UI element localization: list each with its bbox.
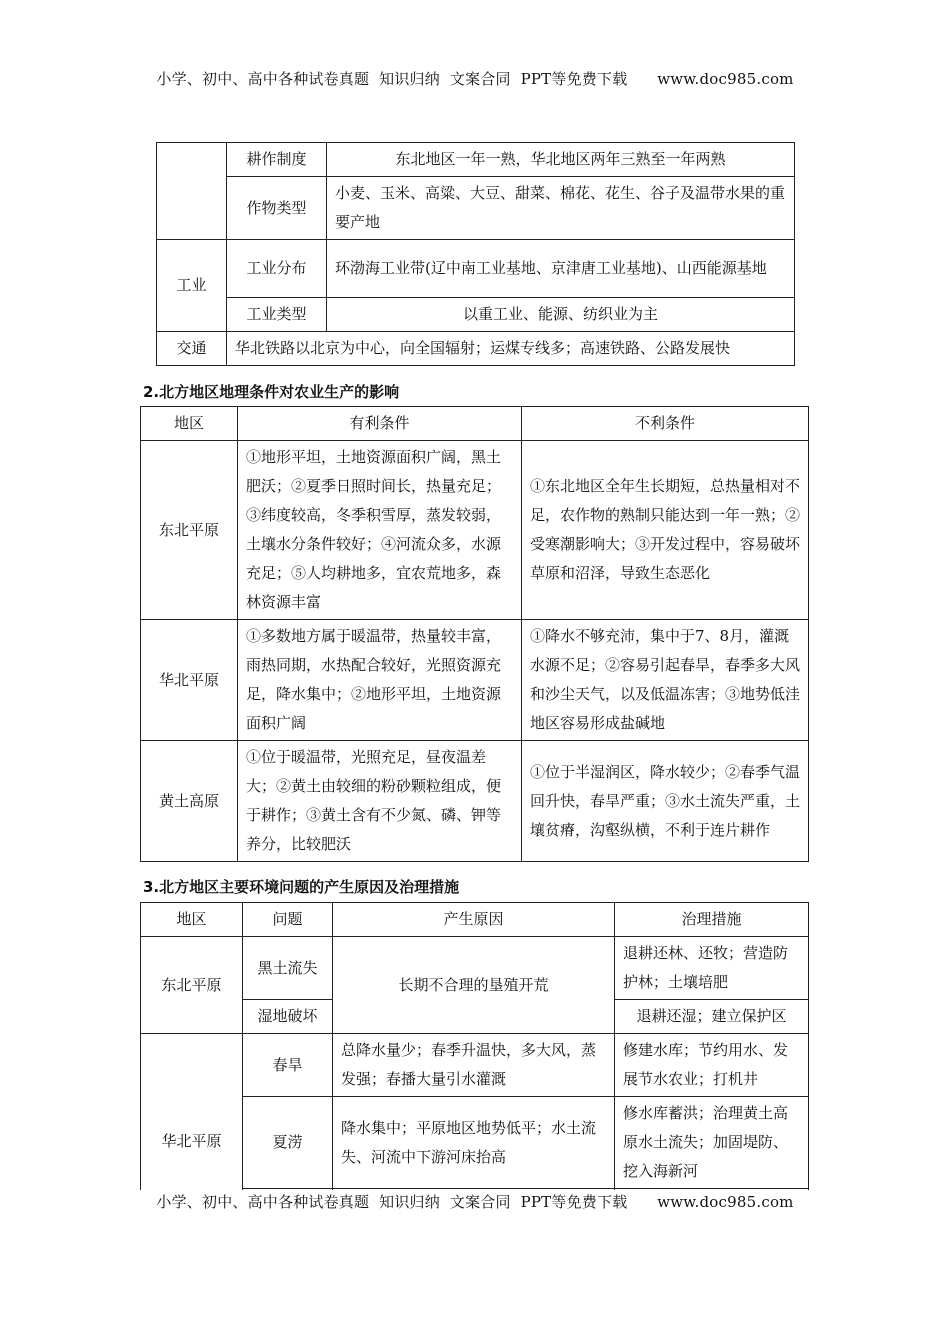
content-cell: 东北地区一年一熟，华北地区两年三熟至一年两熟 <box>327 143 795 177</box>
region-cell: 华北平原 <box>141 620 238 741</box>
content-cell: 华北铁路以北京为中心，向全国辐射；运煤专线多；高速铁路、公路发展快 <box>227 332 795 366</box>
measure-cell <box>615 1189 809 1191</box>
environment-problems-table <box>140 902 809 1190</box>
cause-cell: 总降水量少；春季升温快，多大风，蒸发强；春播大量引水灌溉 <box>333 1034 615 1097</box>
cause-cell: 降水集中；平原地区地势低平；水土流失、河流中下游河床抬高 <box>333 1097 615 1189</box>
cause-cell: 长期不合理的垦殖开荒 <box>333 937 615 1034</box>
cause-cell <box>333 1189 615 1191</box>
pros-cell: ①多数地方属于暖温带，热量较丰富，雨热同期，水热配合较好，光照资源充足，降水集中；②地形平坦，土地资源面积广阔 <box>238 620 522 741</box>
region-cell: 黄土高原 <box>141 741 238 862</box>
problem-cell <box>243 1189 333 1191</box>
section-3-title: 3.北方地区主要环境问题的产生原因及治理措施 <box>143 878 460 896</box>
header-cell: 不利条件 <box>522 407 809 441</box>
cons-cell: ①降水不够充沛，集中于7、8月，灌溉水源不足；②容易引起春旱，春季多大风和沙尘天气，以及低温冻害；③地势低洼地区容易形成盐碱地 <box>522 620 809 741</box>
content-cell: 以重工业、能源、纺织业为主 <box>327 298 795 332</box>
header-cell: 问题 <box>243 903 333 937</box>
content-cell: 环渤海工业带(辽中南工业基地、京津唐工业基地)、山西能源基地 <box>327 240 795 298</box>
header-cell: 有利条件 <box>238 407 522 441</box>
item-cell: 工业类型 <box>227 298 327 332</box>
category-cell: 交通 <box>157 332 227 366</box>
measure-cell: 修水库蓄洪；治理黄土高原水土流失；加固堤防、挖入海新河 <box>615 1097 809 1189</box>
header-cell: 地区 <box>141 903 243 937</box>
category-cell: 工业 <box>157 240 227 332</box>
problem-cell: 黑土流失 <box>243 937 333 1000</box>
page-footer: 小学、初中、高中各种试卷真题 知识归纳 文案合同 PPT等免费下载 www.doc985.com <box>156 1193 794 1211</box>
measure-cell: 退耕还林、还牧；营造防护林；土壤培肥 <box>615 937 809 1000</box>
header-cell: 产生原因 <box>333 903 615 937</box>
region-cell: 东北平原 <box>141 937 243 1034</box>
item-cell: 工业分布 <box>227 240 327 298</box>
region-cell: 华北平原 <box>141 1034 243 1191</box>
item-cell: 耕作制度 <box>227 143 327 177</box>
problem-cell: 湿地破坏 <box>243 1000 333 1034</box>
measure-cell: 修建水库；节约用水、发展节水农业；打机井 <box>615 1034 809 1097</box>
item-cell: 作物类型 <box>227 177 327 240</box>
header-cell: 治理措施 <box>615 903 809 937</box>
measure-cell: 退耕还湿；建立保护区 <box>615 1000 809 1034</box>
page-header: 小学、初中、高中各种试卷真题 知识归纳 文案合同 PPT等免费下载 www.doc985.com <box>156 70 794 88</box>
content-cell: 小麦、玉米、高粱、大豆、甜菜、棉花、花生、谷子及温带水果的重要产地 <box>327 177 795 240</box>
problem-cell: 夏涝 <box>243 1097 333 1189</box>
cons-cell: ①东北地区全年生长期短，总热量相对不足，农作物的熟制只能达到一年一熟；②受寒潮影响大；③开发过程中，容易破坏草原和沼泽，导致生态恶化 <box>522 441 809 620</box>
problem-cell: 春旱 <box>243 1034 333 1097</box>
pros-cell: ①位于暖温带，光照充足，昼夜温差大；②黄土由较细的粉砂颗粒组成，便于耕作；③黄土含有不少氮、磷、钾等养分，比较肥沃 <box>238 741 522 862</box>
header-cell: 地区 <box>141 407 238 441</box>
section-2-title: 2.北方地区地理条件对农业生产的影响 <box>143 383 400 401</box>
pros-cell: ①地形平坦，土地资源面积广阔，黑土肥沃；②夏季日照时间长，热量充足；③纬度较高，冬季积雪厚，蒸发较弱，土壤水分条件较好；④河流众多，水源充足；⑤人均耕地多，宜农荒地多，森林资源丰富 <box>238 441 522 620</box>
region-cell: 东北平原 <box>141 441 238 620</box>
cons-cell: ①位于半湿润区，降水较少；②春季气温回升快，春旱严重；③水土流失严重，土壤贫瘠，沟壑纵横，不利于连片耕作 <box>522 741 809 862</box>
